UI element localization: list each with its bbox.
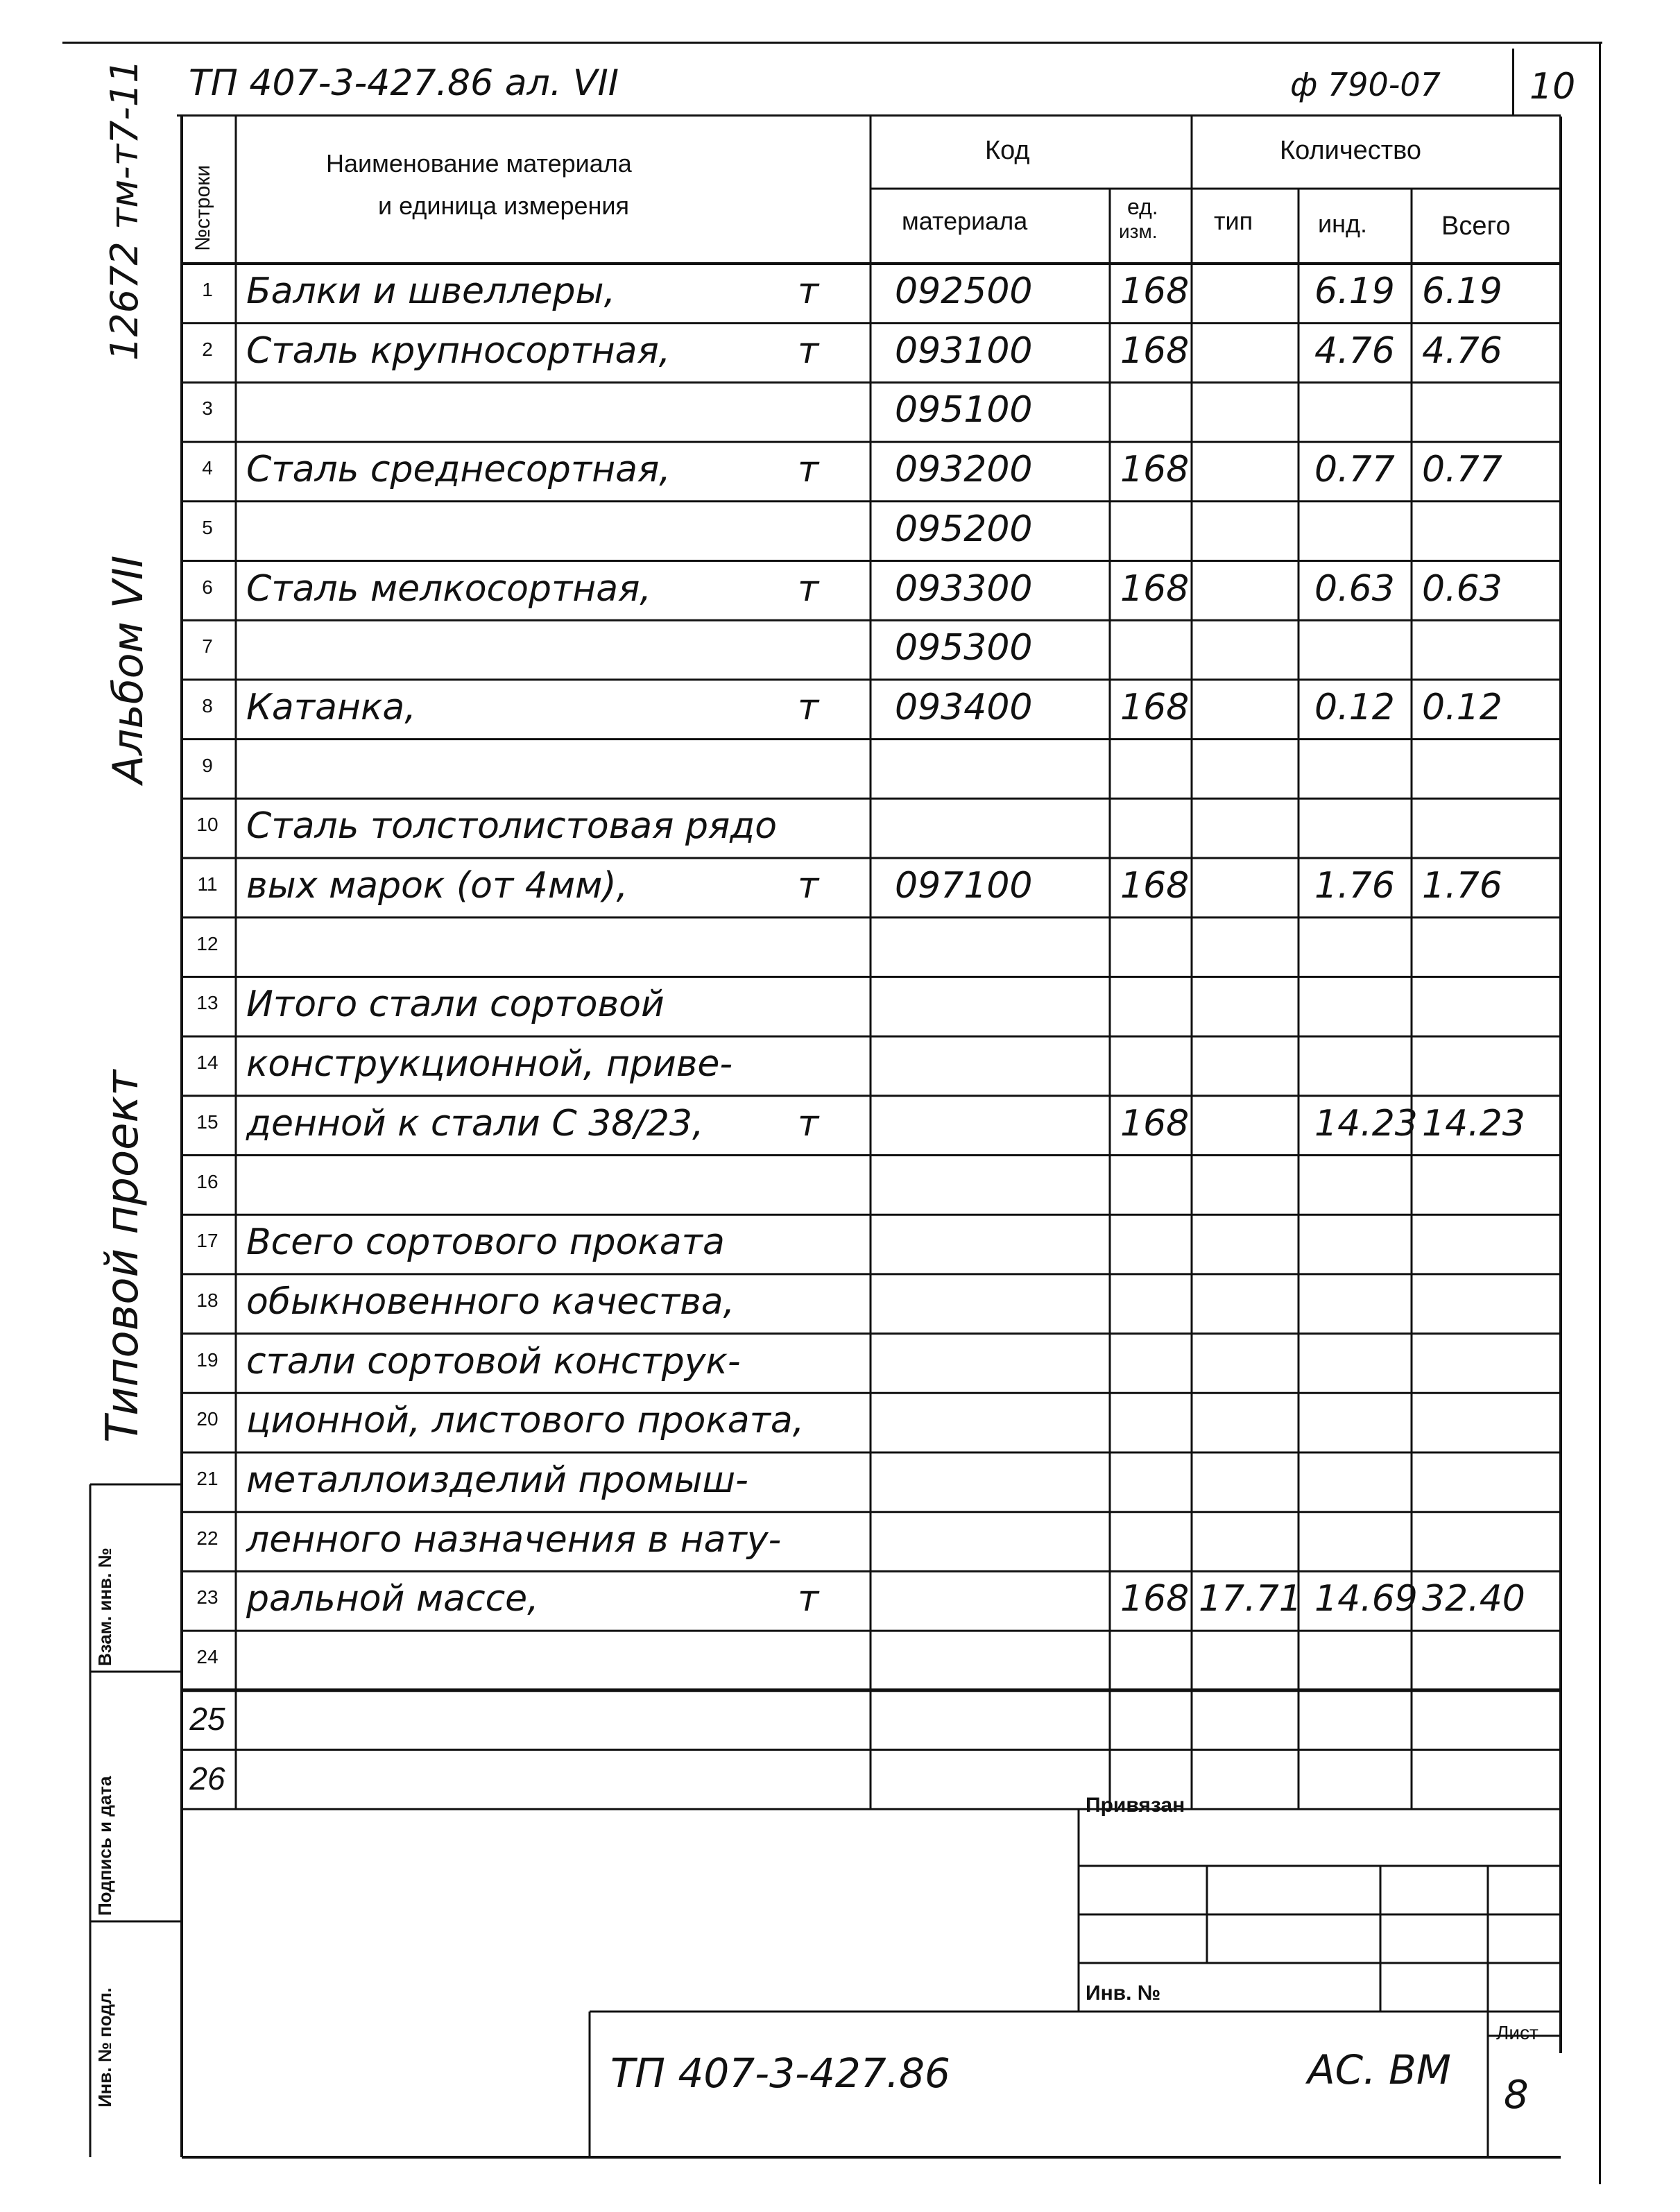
stamp-privyazan: Привязан (1086, 1794, 1185, 1817)
material-code: 095100 (895, 389, 1033, 431)
material-code: 095300 (895, 627, 1033, 669)
row-number: 6 (202, 576, 213, 598)
qty-total: 14.23 (1422, 1102, 1525, 1144)
row-number: 14 (196, 1052, 218, 1074)
stamp-inv-podl: Инв. № подл. (94, 1987, 115, 2107)
material-name: Балки и швеллеры, (246, 271, 616, 312)
stamp-list-label: Лист (1496, 2022, 1538, 2043)
row-number: 23 (196, 1586, 218, 1609)
header-tip: тип (1214, 207, 1253, 235)
unit-letter: т (798, 1102, 819, 1144)
side-album: Альбом VII (104, 555, 153, 784)
unit-letter: т (798, 329, 819, 372)
header-row-no: №строки (191, 164, 214, 251)
row-number: 8 (202, 694, 213, 717)
unit-letter: т (798, 1578, 819, 1620)
unit-code: 168 (1120, 271, 1190, 312)
side-code: 12672 тм-т7-11 (103, 59, 146, 361)
material-code: 093400 (895, 686, 1033, 728)
row-number: 21 (196, 1468, 218, 1489)
material-name: обыкновенного качества, (246, 1280, 735, 1323)
material-name: конструкционной, приве- (246, 1043, 733, 1086)
material-name: стали сортовой конструк- (246, 1340, 741, 1382)
header-code: Код (985, 136, 1030, 165)
stamp-inv-no: Инв. № (1086, 1982, 1161, 2005)
row-number: 9 (202, 754, 213, 776)
material-name: ленного назначения в нату- (246, 1518, 782, 1561)
qty-ind: 0.77 (1314, 449, 1395, 491)
row-number: 2 (202, 338, 213, 360)
row-number: 22 (196, 1527, 218, 1549)
material-code: 095200 (895, 508, 1033, 550)
qty-total: 0.63 (1422, 567, 1502, 610)
row-number: 15 (196, 1111, 218, 1133)
row-number: 26 (189, 1760, 225, 1797)
row-number: 11 (197, 873, 218, 895)
header-total: Всего (1441, 212, 1511, 241)
qty-total: 0.12 (1422, 686, 1502, 728)
unit-letter: т (798, 271, 819, 312)
qty-total: 4.76 (1422, 329, 1502, 372)
row-number: 3 (202, 397, 213, 420)
page-number: 10 (1529, 66, 1576, 108)
unit-code: 168 (1120, 686, 1190, 728)
unit-code: 168 (1120, 865, 1190, 907)
qty-ind: 1.76 (1314, 865, 1395, 907)
stamp-vzam-inv: Взам. инв. № (94, 1547, 115, 1666)
unit-letter: т (798, 567, 819, 610)
stamp-section: АС. ВМ (1308, 2046, 1451, 2093)
material-name: ральной массе, (246, 1578, 539, 1620)
material-name: ционной, листового проката, (246, 1400, 805, 1442)
material-code: 092500 (895, 271, 1033, 312)
qty-ind: 0.12 (1314, 686, 1395, 728)
qty-ind: 0.63 (1314, 567, 1395, 610)
unit-code: 168 (1120, 1102, 1190, 1144)
material-name: Сталь толстолистовая рядо (246, 805, 778, 848)
stamp-list-no: 8 (1504, 2073, 1529, 2118)
unit-code: 168 (1120, 449, 1190, 491)
row-number: 7 (202, 635, 213, 658)
unit-letter: т (798, 865, 819, 907)
qty-total: 32.40 (1422, 1578, 1525, 1620)
row-number: 5 (202, 516, 213, 538)
material-name: металлоизделий промыш- (246, 1459, 748, 1501)
row-number: 18 (196, 1289, 218, 1311)
row-number: 12 (196, 932, 218, 954)
header-name-line1: Наименование материала (326, 149, 632, 178)
material-name: Сталь крупносортная, (246, 329, 671, 372)
qty-total: 1.76 (1422, 865, 1502, 907)
row-number: 24 (196, 1646, 218, 1668)
row-number: 10 (196, 814, 218, 836)
unit-code: 168 (1120, 329, 1190, 372)
row-number: 20 (196, 1408, 218, 1430)
header-unit-2: изм. (1119, 221, 1158, 242)
material-name: денной к стали С 38/23, (246, 1102, 704, 1144)
material-code: 093200 (895, 449, 1033, 491)
row-number: 17 (196, 1230, 218, 1252)
unit-code: 168 (1120, 567, 1190, 610)
row-number: 13 (196, 992, 218, 1014)
qty-ind: 14.23 (1314, 1102, 1418, 1144)
stamp-podpis-data: Подпись и дата (94, 1776, 115, 1916)
qty-ind: 6.19 (1314, 271, 1395, 312)
row-number: 1 (202, 279, 213, 300)
material-name: Сталь среднесортная, (246, 449, 671, 491)
header-material: материала (902, 207, 1028, 235)
row-number: 25 (189, 1700, 225, 1737)
qty-total: 6.19 (1422, 271, 1502, 312)
row-number: 19 (196, 1348, 218, 1371)
unit-letter: т (798, 449, 819, 491)
material-name: Итого стали сортовой (246, 984, 665, 1026)
row-number: 16 (196, 1170, 218, 1192)
material-name: Катанка, (246, 686, 416, 728)
row-number: 4 (202, 457, 213, 479)
qty-ind: 4.76 (1314, 329, 1395, 372)
unit-code: 168 (1120, 1578, 1190, 1620)
material-name: вых марок (от 4мм), (246, 865, 628, 907)
header-quantity: Количество (1280, 136, 1422, 165)
header-ind: инд. (1318, 209, 1367, 238)
header-unit-1: ед. (1127, 194, 1158, 219)
material-name: Сталь мелкосортная, (246, 567, 651, 610)
doc-ref: ТП 407-3-427.86 ал. VII (189, 62, 619, 104)
unit-letter: т (798, 686, 819, 728)
qty-total: 0.77 (1422, 449, 1502, 491)
qty-tip: 17.71 (1199, 1578, 1302, 1620)
material-code: 093100 (895, 329, 1033, 372)
material-code: 097100 (895, 865, 1033, 907)
stamp-doc: ТП 407-3-427.86 (610, 2050, 950, 2097)
material-code: 093300 (895, 567, 1033, 610)
header-name-line2: и единица измерения (378, 191, 630, 220)
qty-ind: 14.69 (1314, 1578, 1418, 1620)
material-name: Всего сортового проката (246, 1221, 725, 1264)
form-code: ф 790-07 (1290, 66, 1441, 103)
side-project: Типовой проект (97, 1070, 148, 1443)
